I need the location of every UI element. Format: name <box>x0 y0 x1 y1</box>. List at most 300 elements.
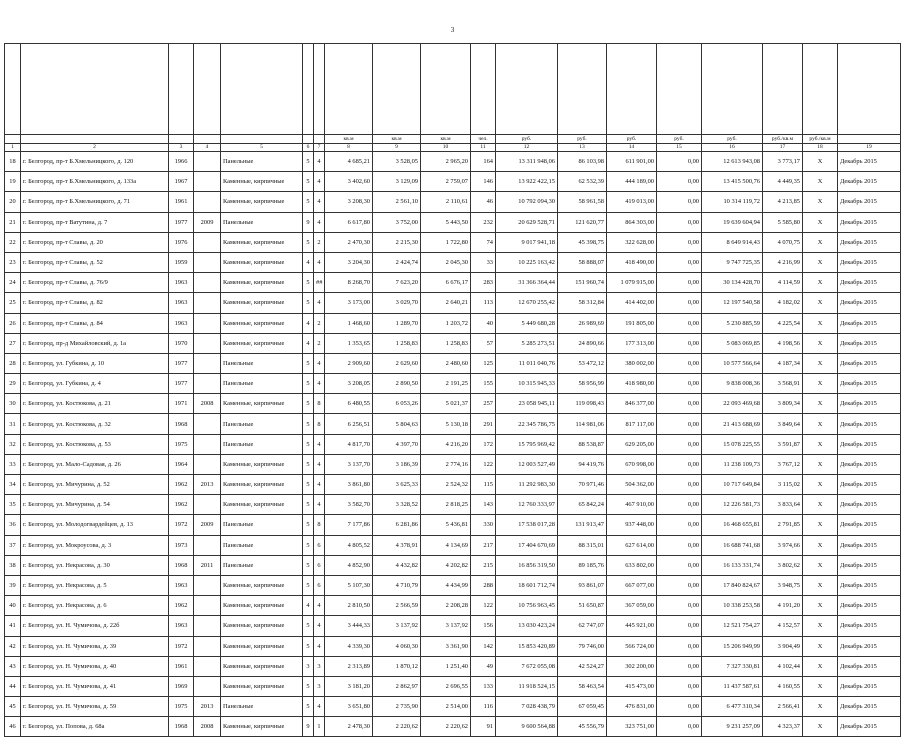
table-cell: г. Белгород, ул. Н. Чумичова, д. 39 <box>21 636 169 656</box>
table-cell: 21 413 688,69 <box>702 414 763 434</box>
table-cell: X <box>803 575 838 595</box>
table-cell: 5 <box>303 152 314 172</box>
table-cell: Каменные, кирпичные <box>221 333 303 353</box>
table-cell: г. Белгород, ул. Губкина, д. 10 <box>21 353 169 373</box>
table-cell: 58 956,99 <box>558 374 607 394</box>
unit-cell: чел. <box>471 135 496 144</box>
table-cell: 3 <box>303 656 314 676</box>
table-cell: 419 013,00 <box>607 192 657 212</box>
table-cell: 3 752,00 <box>373 212 421 232</box>
table-cell: 4 202,82 <box>421 555 471 575</box>
table-cell: 3 833,64 <box>763 495 803 515</box>
table-cell: X <box>803 555 838 575</box>
table-cell: 49 <box>471 656 496 676</box>
table-cell: 0,00 <box>657 192 702 212</box>
table-cell: 4 <box>314 697 325 717</box>
table-cell: Панельные <box>221 212 303 232</box>
column-index-cell: 17 <box>763 144 803 152</box>
table-cell: 2 640,21 <box>421 293 471 313</box>
table-cell: X <box>803 172 838 192</box>
table-cell: 44 <box>5 676 21 696</box>
table-cell: 2 791,85 <box>763 515 803 535</box>
table-cell: 62 532,39 <box>558 172 607 192</box>
table-cell: 7 623,20 <box>373 273 421 293</box>
table-cell: 1971 <box>169 394 194 414</box>
table-cell: X <box>803 495 838 515</box>
table-cell: X <box>803 394 838 414</box>
unit-cell <box>838 135 901 144</box>
table-row <box>5 232 901 252</box>
table-cell: 4 <box>314 495 325 515</box>
table-cell: 25 <box>5 293 21 313</box>
table-cell: 4 852,90 <box>325 555 373 575</box>
table-cell <box>194 656 221 676</box>
table-cell: 6 676,17 <box>421 273 471 293</box>
table-cell <box>194 434 221 454</box>
table-cell: 1 <box>314 717 325 737</box>
unit-cell <box>221 135 303 144</box>
table-cell: г. Белгород, ул. Мичурина, д. 54 <box>21 495 169 515</box>
table-cell: 4 339,30 <box>325 636 373 656</box>
table-cell <box>194 192 221 212</box>
table-cell: 18 601 712,74 <box>496 575 558 595</box>
table-cell: 5 585,80 <box>763 212 803 232</box>
table-cell: 0,00 <box>657 252 702 272</box>
table-cell: 89 185,76 <box>558 555 607 575</box>
table-cell: 0,00 <box>657 232 702 252</box>
header-cell <box>803 44 838 135</box>
table-cell: 3 444,33 <box>325 616 373 636</box>
table-cell <box>194 333 221 353</box>
table-cell: Панельные <box>221 535 303 555</box>
table-cell: г. Белгород, ул. Костюкова, д. 32 <box>21 414 169 434</box>
header-cell <box>221 44 303 135</box>
header-cell <box>314 44 325 135</box>
table-cell: X <box>803 697 838 717</box>
table-cell: г. Белгород, ул. Н. Чумичова, д. 22б <box>21 616 169 636</box>
table-row <box>5 717 901 737</box>
table-cell: 62 747,07 <box>558 616 607 636</box>
table-row <box>5 636 901 656</box>
table-cell: Декабрь 2015 <box>838 596 901 616</box>
table-cell: 1970 <box>169 333 194 353</box>
header-cell <box>194 44 221 135</box>
table-cell: 1 468,60 <box>325 313 373 333</box>
table-cell: 10 314 119,72 <box>702 192 763 212</box>
table-cell <box>194 293 221 313</box>
table-cell: Декабрь 2015 <box>838 535 901 555</box>
table-cell: 5 <box>303 636 314 656</box>
table-cell: 1966 <box>169 152 194 172</box>
table-cell <box>194 616 221 636</box>
table-cell: 38 <box>5 555 21 575</box>
table-cell: Каменные, кирпичные <box>221 313 303 333</box>
table-cell: X <box>803 616 838 636</box>
table-cell: 3 361,90 <box>421 636 471 656</box>
table-cell: 5 107,30 <box>325 575 373 595</box>
table-cell: 2 629,60 <box>373 353 421 373</box>
table-cell: 40 <box>471 313 496 333</box>
table-cell: г. Белгород, пр-т Б.Хмельницкого, д. 133а <box>21 172 169 192</box>
unit-cell: руб. <box>702 135 763 144</box>
table-cell: г. Белгород, ул. Мало-Садовая, д. 26 <box>21 454 169 474</box>
column-index-cell: 5 <box>221 144 303 152</box>
table-cell: 2 313,89 <box>325 656 373 676</box>
table-cell: Панельные <box>221 555 303 575</box>
table-cell: Декабрь 2015 <box>838 374 901 394</box>
table-cell: 122 <box>471 454 496 474</box>
table-cell: X <box>803 313 838 333</box>
table-cell: 3 809,34 <box>763 394 803 414</box>
table-cell <box>194 535 221 555</box>
table-cell: 1963 <box>169 273 194 293</box>
table-cell: 35 <box>5 495 21 515</box>
table-cell: 1961 <box>169 192 194 212</box>
table-cell: 151 960,74 <box>558 273 607 293</box>
table-cell: Декабрь 2015 <box>838 575 901 595</box>
table-cell: 13 922 422,15 <box>496 172 558 192</box>
table-cell: 627 614,00 <box>607 535 657 555</box>
table-cell: 4 <box>314 454 325 474</box>
table-cell: 291 <box>471 414 496 434</box>
table-cell: 1962 <box>169 596 194 616</box>
table-row <box>5 596 901 616</box>
table-cell: Декабрь 2015 <box>838 232 901 252</box>
table-cell: 1969 <box>169 676 194 696</box>
table-row <box>5 212 901 232</box>
table-cell: Декабрь 2015 <box>838 192 901 212</box>
table-cell: 31 366 364,44 <box>496 273 558 293</box>
table-cell: 1 258,83 <box>421 333 471 353</box>
table-cell: 330 <box>471 515 496 535</box>
table-cell: 1975 <box>169 434 194 454</box>
table-cell: 2 774,16 <box>421 454 471 474</box>
table-cell: 6 <box>314 575 325 595</box>
table-cell: 3 802,62 <box>763 555 803 575</box>
table-cell: 283 <box>471 273 496 293</box>
table-cell: 5 <box>303 374 314 394</box>
table-cell: 113 <box>471 293 496 313</box>
table-cell: г. Белгород, ул. Н. Чумичова, д. 41 <box>21 676 169 696</box>
table-cell: 9 <box>303 212 314 232</box>
table-cell: 41 <box>5 616 21 636</box>
table-cell: 1961 <box>169 656 194 676</box>
table-cell: 57 <box>471 333 496 353</box>
table-cell: 12 613 943,08 <box>702 152 763 172</box>
table-cell: г. Белгород, пр-т Ватутина, д. 7 <box>21 212 169 232</box>
table-cell: 12 521 754,27 <box>702 616 763 636</box>
table-cell: 2011 <box>194 555 221 575</box>
table-cell: 7 028 438,79 <box>496 697 558 717</box>
table-cell: 4 710,79 <box>373 575 421 595</box>
header-cell <box>702 44 763 135</box>
table-cell: 4 <box>303 252 314 272</box>
table-cell: 10 577 566,64 <box>702 353 763 373</box>
table-cell: X <box>803 656 838 676</box>
table-cell: 5 <box>303 475 314 495</box>
table-cell: 0,00 <box>657 394 702 414</box>
table-cell: X <box>803 434 838 454</box>
table-cell: Каменные, кирпичные <box>221 616 303 636</box>
table-cell: Декабрь 2015 <box>838 313 901 333</box>
table-cell: Панельные <box>221 434 303 454</box>
table-cell <box>194 232 221 252</box>
table-cell: 17 538 017,28 <box>496 515 558 535</box>
table-cell: 2 862,97 <box>373 676 421 696</box>
unit-cell: руб./кв.м <box>763 135 803 144</box>
table-cell: 4 <box>303 313 314 333</box>
table-cell: 1968 <box>169 555 194 575</box>
table-cell: 415 473,00 <box>607 676 657 696</box>
table-cell: 3 651,80 <box>325 697 373 717</box>
table-cell: 5 130,18 <box>421 414 471 434</box>
table-cell: 217 <box>471 535 496 555</box>
table-cell: 191 805,00 <box>607 313 657 333</box>
table-cell: Каменные, кирпичные <box>221 676 303 696</box>
table-cell: 0,00 <box>657 535 702 555</box>
table-cell: 257 <box>471 394 496 414</box>
table-cell: 1963 <box>169 313 194 333</box>
column-index-cell: 9 <box>373 144 421 152</box>
table-cell: 8 649 914,43 <box>702 232 763 252</box>
table-cell: 65 842,24 <box>558 495 607 515</box>
table-cell: Каменные, кирпичные <box>221 656 303 676</box>
table-cell: 34 <box>5 475 21 495</box>
table-cell: Каменные, кирпичные <box>221 575 303 595</box>
table-cell: Каменные, кирпичные <box>221 454 303 474</box>
table-cell: 5 436,81 <box>421 515 471 535</box>
table-cell: 1 079 915,00 <box>607 273 657 293</box>
table-cell: 4 182,02 <box>763 293 803 313</box>
table-cell: 5 <box>303 616 314 636</box>
table-cell: 5 449 680,28 <box>496 313 558 333</box>
table-cell: 15 795 969,42 <box>496 434 558 454</box>
column-index-cell: 11 <box>471 144 496 152</box>
column-index-cell: 13 <box>558 144 607 152</box>
table-cell: 2 965,20 <box>421 152 471 172</box>
table-cell: г. Белгород, пр-т Славы, д. 76/9 <box>21 273 169 293</box>
table-cell: 4 213,85 <box>763 192 803 212</box>
table-cell: 4 805,52 <box>325 535 373 555</box>
table-cell: 29 <box>5 374 21 394</box>
table-cell: Панельные <box>221 697 303 717</box>
column-index-cell: 10 <box>421 144 471 152</box>
table-cell: 5 285 273,51 <box>496 333 558 353</box>
table-cell: Каменные, кирпичные <box>221 394 303 414</box>
table-cell: 15 853 420,89 <box>496 636 558 656</box>
table-cell: X <box>803 273 838 293</box>
table-cell: 6 480,55 <box>325 394 373 414</box>
table-cell: Декабрь 2015 <box>838 333 901 353</box>
header-cell <box>657 44 702 135</box>
table-cell: 7 327 330,81 <box>702 656 763 676</box>
table-cell <box>194 414 221 434</box>
table-cell: Декабрь 2015 <box>838 212 901 232</box>
table-cell: 3 767,12 <box>763 454 803 474</box>
table-cell: Декабрь 2015 <box>838 555 901 575</box>
table-row <box>5 475 901 495</box>
table-cell: 6 053,26 <box>373 394 421 414</box>
table-cell: 10 315 945,33 <box>496 374 558 394</box>
table-cell: г. Белгород, ул. Некрасова, д. 5 <box>21 575 169 595</box>
table-cell: X <box>803 192 838 212</box>
table-cell: X <box>803 333 838 353</box>
table-cell: 0,00 <box>657 575 702 595</box>
column-index-cell: 4 <box>194 144 221 152</box>
table-cell: 5 <box>303 172 314 192</box>
table-cell: 74 <box>471 232 496 252</box>
column-index-cell: 16 <box>702 144 763 152</box>
table-cell: 86 103,98 <box>558 152 607 172</box>
column-index-cell: 18 <box>803 144 838 152</box>
table-cell: X <box>803 353 838 373</box>
table-cell: 2 <box>314 313 325 333</box>
table-cell: X <box>803 232 838 252</box>
table-cell: 13 311 948,06 <box>496 152 558 172</box>
table-cell: 156 <box>471 616 496 636</box>
table-cell: Каменные, кирпичные <box>221 293 303 313</box>
table-cell: 3 186,39 <box>373 454 421 474</box>
table-cell: 3 137,92 <box>373 616 421 636</box>
table-cell: 5 083 069,85 <box>702 333 763 353</box>
unit-cell: руб. <box>558 135 607 144</box>
table-cell: 2 215,30 <box>373 232 421 252</box>
table-cell: 3 328,52 <box>373 495 421 515</box>
column-index-cell: 8 <box>325 144 373 152</box>
table-cell: 633 802,00 <box>607 555 657 575</box>
table-cell: 2 735,90 <box>373 697 421 717</box>
unit-cell: руб. <box>496 135 558 144</box>
table-cell: X <box>803 676 838 696</box>
table-cell: Декабрь 2015 <box>838 273 901 293</box>
table-cell: 10 338 253,58 <box>702 596 763 616</box>
table-cell: 0,00 <box>657 374 702 394</box>
table-cell: 2 220,62 <box>421 717 471 737</box>
table-row <box>5 252 901 272</box>
header-cell <box>421 44 471 135</box>
table-cell: 1963 <box>169 575 194 595</box>
table-cell: 67 059,45 <box>558 697 607 717</box>
table-cell <box>194 575 221 595</box>
table-cell: 122 <box>471 596 496 616</box>
table-cell: 4 432,82 <box>373 555 421 575</box>
table-cell: 5 <box>303 535 314 555</box>
unit-cell: кв.м <box>325 135 373 144</box>
table-cell: 2 810,50 <box>325 596 373 616</box>
table-cell: 0,00 <box>657 434 702 454</box>
table-cell: 1977 <box>169 353 194 373</box>
table-row <box>5 515 901 535</box>
table-cell: Декабрь 2015 <box>838 656 901 676</box>
table-cell: 4 <box>314 212 325 232</box>
table-cell: Каменные, кирпичные <box>221 273 303 293</box>
table-cell: 164 <box>471 152 496 172</box>
table-cell: Каменные, кирпичные <box>221 172 303 192</box>
table-cell: 0,00 <box>657 495 702 515</box>
table-cell: Каменные, кирпичные <box>221 495 303 515</box>
table-cell: 4 <box>314 152 325 172</box>
table-cell: 2 191,25 <box>421 374 471 394</box>
table-cell: 125 <box>471 353 496 373</box>
table-cell: Декабрь 2015 <box>838 717 901 737</box>
table-cell: 28 <box>5 353 21 373</box>
table-cell: 16 688 741,68 <box>702 535 763 555</box>
table-cell: X <box>803 212 838 232</box>
unit-cell <box>314 135 325 144</box>
table-row <box>5 313 901 333</box>
table-cell: 4 152,57 <box>763 616 803 636</box>
table-cell: 302 200,00 <box>607 656 657 676</box>
table-cell: Каменные, кирпичные <box>221 232 303 252</box>
table-cell: Каменные, кирпичные <box>221 636 303 656</box>
table-cell: 18 <box>5 152 21 172</box>
table-cell: 58 888,07 <box>558 252 607 272</box>
table-cell: 3 029,70 <box>373 293 421 313</box>
table-cell: 11 238 109,73 <box>702 454 763 474</box>
table-cell: 0,00 <box>657 676 702 696</box>
table-cell: 1 722,80 <box>421 232 471 252</box>
table-cell: 1962 <box>169 495 194 515</box>
table-cell: 8 <box>314 515 325 535</box>
table-row <box>5 434 901 454</box>
table-cell: 5 <box>303 394 314 414</box>
table-cell: 7 672 055,08 <box>496 656 558 676</box>
table-cell: 4 102,44 <box>763 656 803 676</box>
table-cell: 23 058 945,11 <box>496 394 558 414</box>
table-cell: Декабрь 2015 <box>838 252 901 272</box>
table-cell: 4 216,20 <box>421 434 471 454</box>
header-cell <box>373 44 421 135</box>
table-cell: Каменные, кирпичные <box>221 252 303 272</box>
table-cell: 0,00 <box>657 152 702 172</box>
table-cell: 9 838 008,36 <box>702 374 763 394</box>
table-row <box>5 616 901 636</box>
table-cell: 1973 <box>169 535 194 555</box>
table-cell: 5 <box>303 192 314 212</box>
table-cell: 4 225,54 <box>763 313 803 333</box>
table-cell: 31 <box>5 414 21 434</box>
table-cell: г. Белгород, пр-т Славы, д. 20 <box>21 232 169 252</box>
table-cell: 817 117,00 <box>607 414 657 434</box>
table-cell: 10 225 163,42 <box>496 252 558 272</box>
table-cell: 4 <box>314 172 325 192</box>
table-cell: 8 <box>314 414 325 434</box>
table-cell: X <box>803 454 838 474</box>
table-cell: 3 849,64 <box>763 414 803 434</box>
table-cell: 33 <box>471 252 496 272</box>
column-index-cell: 14 <box>607 144 657 152</box>
table-cell: Панельные <box>221 353 303 373</box>
table-cell: 30 <box>5 394 21 414</box>
table-cell: 4 378,91 <box>373 535 421 555</box>
table-cell: г. Белгород, ул. Попова, д. 68а <box>21 717 169 737</box>
table-cell: 4 070,75 <box>763 232 803 252</box>
unit-cell: кв.м <box>373 135 421 144</box>
table-cell: 121 620,77 <box>558 212 607 232</box>
table-cell: г. Белгород, ул. Губкина, д. 4 <box>21 374 169 394</box>
table-cell: 1975 <box>169 697 194 717</box>
unit-cell: кв.м <box>421 135 471 144</box>
table-cell: 2013 <box>194 697 221 717</box>
table-cell: 1968 <box>169 717 194 737</box>
table-cell: 17 840 824,67 <box>702 575 763 595</box>
table-cell: 12 003 527,49 <box>496 454 558 474</box>
table-cell: 4 685,21 <box>325 152 373 172</box>
table-row <box>5 353 901 373</box>
header-cell <box>558 44 607 135</box>
table-cell: 4 060,30 <box>373 636 421 656</box>
page-number: 3 <box>450 26 455 34</box>
